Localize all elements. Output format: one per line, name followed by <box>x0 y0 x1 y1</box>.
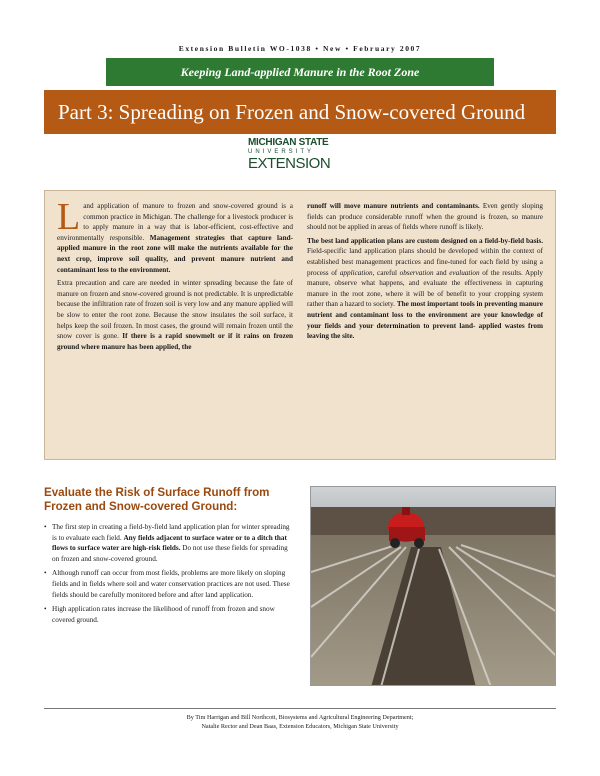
intro-p4-italic-c: evaluation <box>449 268 480 277</box>
bullet-item-2 <box>44 568 294 600</box>
msu-extension-logo <box>248 138 352 178</box>
intro-p1-bold: Management strategies that capture land-applied manure in the root zone will make the nutrients available for the next crop, improve soil quality, and prevent manure nutrient and contaminant loss to the environment. <box>57 233 294 274</box>
logo-line-1: MICHIGAN STATE <box>248 137 329 148</box>
bullet-3-text: High application rates increase the likelihood of runoff from frozen and snow covered ground. <box>52 605 275 624</box>
evaluate-heading: Evaluate the Risk of Surface Runoff from Frozen and Snow-covered Ground: <box>44 486 270 513</box>
drop-cap: L <box>57 196 81 238</box>
intro-paragraph-3 <box>307 201 543 233</box>
intro-p4-text-d: of the results. Apply manure, observe what happens, and evaluate the effectiveness in capturing manure in the root zone, where it will be of benefit to your cropping system rather than a hazard to society. <box>307 268 544 309</box>
intro-p4-bold: The best land application plans are custom designed on a field-by-field basis. <box>307 236 543 245</box>
bullet-item-3 <box>44 604 294 625</box>
bullet-1-bold: Any fields adjacent to surface water or to a ditch that flows to surface water are high-risk fields. <box>52 533 287 553</box>
intro-p3-bold: runoff will move manure nutrients and contaminants. <box>307 202 480 210</box>
logo-line-2: UNIVERSITY <box>248 149 315 155</box>
evaluate-bullet-list <box>44 522 294 629</box>
intro-right-column <box>307 201 543 459</box>
bullet-item-1 <box>44 522 294 564</box>
intro-p4-italic-a: application <box>339 268 373 277</box>
intro-box <box>44 190 556 460</box>
series-title-banner: Keeping Land-applied Manure in the Root Zone <box>106 58 494 86</box>
intro-paragraph-1 <box>57 196 294 275</box>
photo-illustration <box>311 487 556 686</box>
bulletin-line: Extension Bulletin WO-1038 • New • February 2007 <box>178 44 422 53</box>
intro-p4-italic-b: observation <box>399 268 434 277</box>
intro-p4-text-b: , careful <box>372 268 397 277</box>
bullet-2-text: Although runoff can occur from most fields, problems are more likely on sloping fields and in fields where soil and water conservation practices are not used. These fields should be carefully monitored before and after land application. <box>52 569 290 599</box>
intro-paragraph-2 <box>57 278 293 352</box>
logo-line-3: EXTENSION <box>248 155 331 172</box>
intro-left-column <box>57 196 294 459</box>
footer-divider <box>44 708 556 709</box>
field-spreading-photo <box>310 486 556 686</box>
intro-p4-bold-b: The most important tools in preventing manure nutrient and contaminant loss to the environment are your knowledge of your fields and your determination to prevent land- applied wastes from leaving the site. <box>307 300 543 341</box>
author-credits <box>44 713 556 731</box>
intro-p4-text-a: Field-specific land application plans should be developed within the context of established best management practices and fine-tuned for each field by using a process of <box>307 247 543 277</box>
intro-p3-text: Even gently sloping fields can produce considerable runoff when the ground is frozen, so manure should not be applied in areas of fields where runoff is likely. <box>307 202 544 232</box>
credits-line-2: Natalie Rector and Dean Baas, Extension Educators, Michigan State University <box>201 723 399 730</box>
intro-p4-text-c: and <box>436 268 447 277</box>
intro-p2-bold: If there is a rapid snowmelt or if it rains on frozen ground where manure has been applied, the <box>57 332 294 351</box>
part-title-banner: Part 3: Spreading on Frozen and Snow-covered Ground <box>44 90 556 134</box>
intro-p2-text: Extra precaution and care are needed in winter spreading because the fate of manure on frozen and snow-covered ground is not predictable. It is unpredictable because the infiltration rate of frozen soil is very low and any manure applied will be slow to enter the root zone. Because the snow insulates the soil surface, it helps keep the soil frozen. In most cases, the ground will remain frozen until the snow cover is gone. <box>57 279 293 341</box>
intro-paragraph-4 <box>307 236 543 342</box>
intro-p1-text: and application of manure to frozen and snow-covered ground is a common practice in Michigan. The challenge for a livestock producer is to apply manure in a way that is labor-efficient, cost-effective and environmentally responsible. <box>57 202 293 242</box>
credits-line-1: By Tim Harrigan and Bill Northcott, Biosystems and Agricultural Engineering Department; <box>186 714 414 721</box>
tree-line <box>311 507 556 539</box>
bullet-1-text-b: Do not use these fields for spreading on frozen and snow-covered ground. <box>52 544 288 563</box>
bullet-1-text-a: The first step in creating a field-by-field land application plan for winter spreading is to evaluate each field. <box>52 523 290 542</box>
